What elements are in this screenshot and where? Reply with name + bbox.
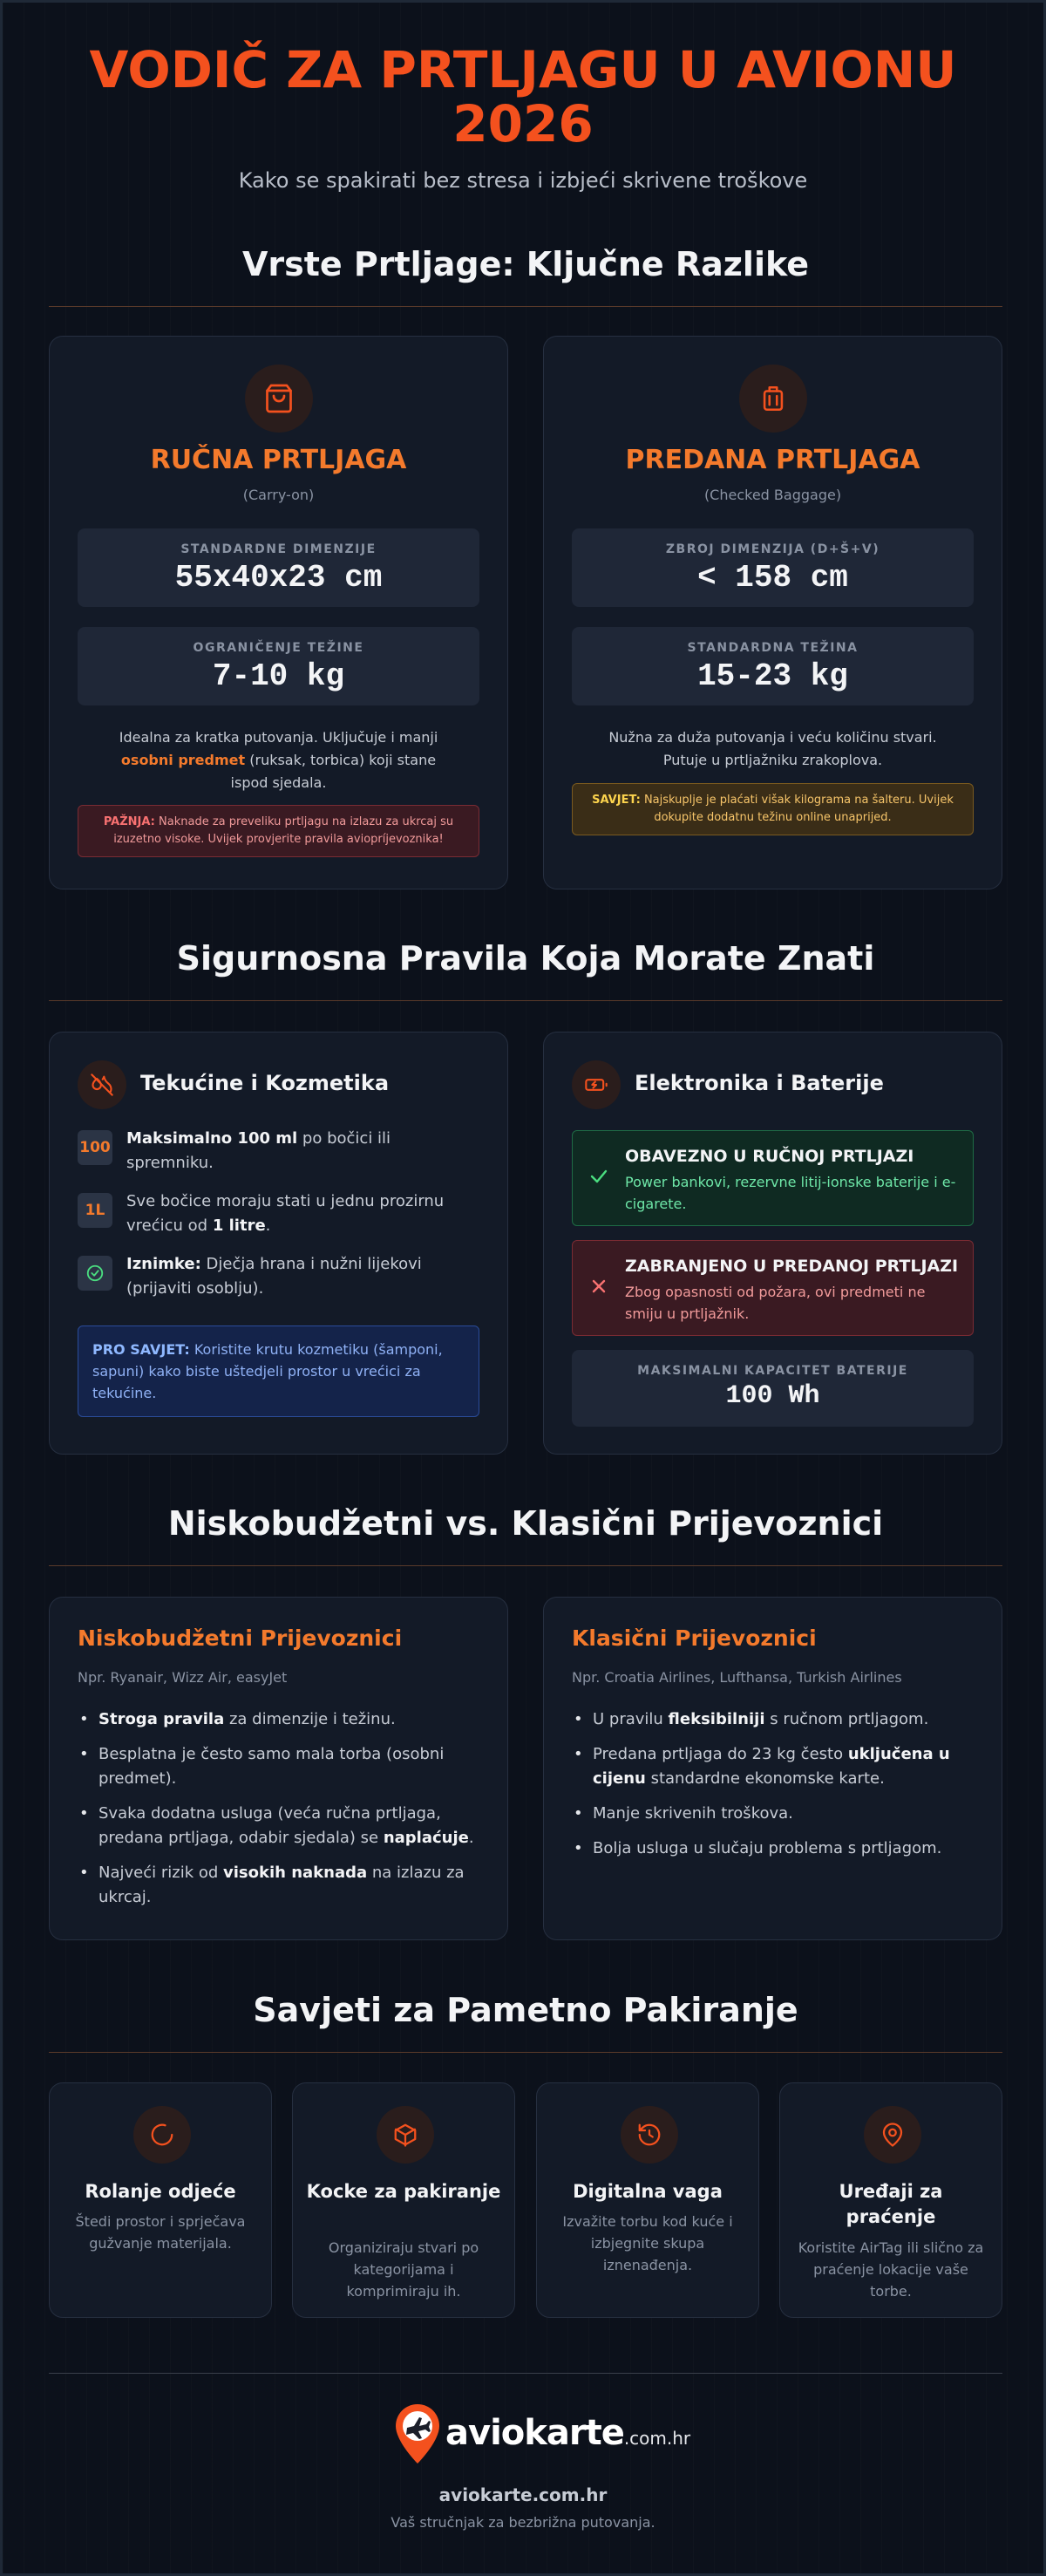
lowcost-title: Niskobudžetni Prijevoznici: [78, 1625, 403, 1651]
tip-text: Najskuplje je plaćati višak kilograma na šalteru. Uvijek dokupite dodatnu težinu online unaprijed.: [640, 794, 954, 824]
pro-tip-box: [78, 1325, 479, 1417]
battery-capacity: [572, 1350, 974, 1427]
rule-badge: 100: [78, 1130, 112, 1165]
spec-value: 7-10 kg: [212, 658, 345, 694]
page-subtitle: Kako se spakirati bez stresa i izbjeći skrivene troškove: [238, 168, 808, 193]
roll-icon: [133, 2106, 191, 2164]
no-liquids-icon: [78, 1060, 126, 1109]
section-types-header: [49, 245, 1002, 307]
tip-desc: Koristite AirTag ili slično za praćenje lokacije vaše torbe.: [798, 2239, 984, 2300]
suitcase-icon: [739, 365, 807, 433]
rule-badge: 1L: [78, 1193, 112, 1228]
tip-card-scale: [536, 2082, 759, 2318]
rule-text: .: [265, 1216, 271, 1235]
item-text: .: [468, 1829, 474, 1847]
tip-title: Digitalna vaga: [573, 2181, 723, 2202]
section-divider: [49, 1565, 1002, 1566]
forbidden-title: ZABRANJENO U PREDANOJ PRTLJAZI: [625, 1257, 959, 1276]
tip-desc: Izvažite torbu kod kuće i izbjegnite skupa iznenađenja.: [562, 2213, 733, 2273]
bold-text: visokih naknada: [223, 1864, 368, 1882]
classic-title: Klasični Prijevoznici: [572, 1625, 817, 1651]
desc-text: (ruksak, torbica) koji stane ispod sjedala.: [230, 752, 437, 791]
allowed-title: OBAVEZNO U RUČNOJ PRTLJAZI: [625, 1147, 914, 1166]
battery-icon: [572, 1060, 621, 1109]
allowed-box: [572, 1130, 974, 1226]
classic-card: [543, 1597, 1002, 1940]
carry-on-weight: [78, 627, 479, 705]
bold-text: fleksibilniji: [668, 1710, 765, 1728]
liquids-rule: [126, 1127, 458, 1176]
cube-icon: [377, 2106, 434, 2164]
logo-text: [445, 2413, 690, 2453]
tip-desc: Organiziraju stvari po kategorijama i komprimiraju ih.: [328, 2239, 479, 2300]
shopping-bag-icon: [245, 365, 313, 433]
list-item: [78, 1861, 479, 1910]
tip-title: Kocke za pakiranje: [306, 2181, 501, 2202]
carry-on-description: [102, 726, 455, 794]
carry-on-dimensions: [78, 528, 479, 607]
item-text: Predana prtljaga do 23 kg često: [593, 1745, 848, 1763]
section-divider: [49, 306, 1002, 307]
desc-text: Idealna za kratka putovanja. Uključuje i manji: [119, 729, 438, 746]
section-divider: [49, 1000, 1002, 1001]
lowcost-list: [78, 1707, 479, 1920]
checked-subtitle: (Checked Baggage): [703, 487, 842, 503]
rule-text: po bočici ili spremniku.: [126, 1129, 391, 1172]
bold-text: Stroga pravila: [98, 1710, 225, 1728]
section-carriers-header: [49, 1504, 1002, 1566]
tip-card-rolling: [49, 2082, 272, 2318]
electronics-card: [543, 1032, 1002, 1455]
carry-on-warning: [78, 805, 479, 857]
bold-text: naplaćuje: [383, 1829, 469, 1847]
section-title: Savjeti za Pametno Pakiranje: [253, 1991, 798, 2029]
footer-logo[interactable]: [393, 2402, 691, 2467]
check-circle-icon: [78, 1256, 112, 1291]
allowed-desc: Power bankovi, rezervne litij-ionske baterije i e-cigarete.: [625, 1174, 956, 1212]
spec-label: OGRANIČENJE TEŽINE: [193, 641, 364, 655]
forbidden-box: [572, 1240, 974, 1336]
list-item: [572, 1707, 974, 1732]
spec-value: 15-23 kg: [697, 658, 848, 694]
warning-text: Naknade za preveliku prtljagu na izlazu za ukrcaj su izuzetno visoke. Uvijek provjerite pravila aviopríjevoznika!: [113, 815, 454, 846]
section-title: Sigurnosna Pravila Koja Morate Znati: [176, 939, 875, 978]
lowcost-card: [49, 1597, 508, 1940]
carry-on-subtitle: (Carry-on): [242, 487, 315, 503]
checked-tip: [572, 783, 974, 835]
tip-card-cubes: [292, 2082, 515, 2318]
item-text: U pravilu: [593, 1710, 669, 1728]
tip-label: SAVJET:: [592, 794, 641, 807]
spec-label: MAKSIMALNI KAPACITET BATERIJE: [637, 1364, 908, 1378]
list-item: [572, 1802, 974, 1826]
logo-main: aviokarte: [445, 2413, 624, 2453]
warning-label: PAŽNJA:: [103, 815, 155, 828]
item-text: Manje skrivenih troškova.: [593, 1804, 793, 1823]
spec-label: ZBROJ DIMENZIJA (D+Š+V): [665, 542, 880, 556]
forbidden-desc: Zbog opasnosti od požara, ovi predmeti ne smiju u prtljažnik.: [625, 1284, 926, 1322]
rule-text: Sve bočice moraju stati u jednu prozirnu vrećicu od: [126, 1192, 445, 1235]
list-item: [78, 1802, 479, 1850]
spec-label: STANDARDNA TEŽINA: [687, 641, 859, 655]
pro-tip-label: PRO SAVJET:: [92, 1341, 190, 1358]
classic-examples: Npr. Croatia Airlines, Lufthansa, Turkish Airlines: [572, 1669, 902, 1686]
carry-on-title: RUČNA PRTLJAGA: [150, 445, 407, 475]
item-text: za dimenzije i težinu.: [224, 1710, 396, 1728]
close-icon: [588, 1276, 609, 1300]
carry-on-card: [49, 336, 508, 889]
classic-list: [572, 1707, 974, 1871]
checked-baggage-card: [543, 336, 1002, 889]
section-safety-header: [49, 939, 1002, 1001]
rule-bold: Iznimke:: [126, 1255, 201, 1273]
section-title: Niskobudžetni vs. Klasični Prijevoznici: [167, 1504, 884, 1543]
list-item: [78, 1707, 479, 1732]
checked-title: PREDANA PRTLJAGA: [625, 445, 920, 475]
list-item: [572, 1837, 974, 1861]
tip-title: Uređaji za praćenje: [839, 2181, 943, 2227]
spec-value: 55x40x23 cm: [174, 560, 383, 596]
tip-title: Rolanje odjeće: [85, 2181, 236, 2202]
rule-text: Dječja hrana i nužni lijekovi (prijaviti osoblju).: [126, 1255, 422, 1298]
rule-bold: Maksimalno 100 ml: [126, 1129, 298, 1148]
location-pin-icon: [864, 2106, 921, 2164]
liquids-title: Tekućine i Kozmetika: [140, 1071, 390, 1095]
item-text: Besplatna je često samo mala torba (osobni predmet).: [98, 1745, 445, 1788]
checked-description: Nužna za duža putovanja i veću količinu stvari. Putuje u prtljažniku zrakoplova.: [608, 729, 937, 768]
section-title: Vrste Prtljage: Ključne Razlike: [241, 245, 809, 283]
bold-text: uključena u cijenu: [593, 1745, 950, 1788]
section-divider: [49, 2052, 1002, 2053]
pro-tip-text: Koristite krutu kozmetiku (šamponi, sapuni) kako biste uštedjeli prostor u vrećici za tekućine.: [92, 1341, 443, 1401]
tip-desc: Štedi prostor i sprječava gužvanje materijala.: [75, 2213, 246, 2252]
electronics-title: Elektronika i Baterije: [635, 1071, 884, 1095]
list-item: [572, 1742, 974, 1791]
desc-highlight: osobni predmet: [120, 752, 246, 768]
rule-bold: 1 litre: [212, 1216, 266, 1235]
item-text: Najveći rizik od: [98, 1864, 223, 1882]
liquids-rule: [126, 1252, 458, 1301]
spec-value: < 158 cm: [697, 560, 848, 596]
footer-site[interactable]: aviokarte.com.hr: [438, 2484, 608, 2505]
liquids-rule: [126, 1189, 458, 1238]
spec-value: 100 Wh: [725, 1381, 820, 1411]
checked-weight: [572, 627, 974, 705]
item-text: s ručnom prtljagom.: [764, 1710, 929, 1728]
spec-label: STANDARDNE DIMENZIJE: [180, 542, 377, 556]
lowcost-examples: Npr. Ryanair, Wizz Air, easyJet: [78, 1669, 288, 1686]
checked-dimensions: [572, 528, 974, 607]
tip-card-tracking: [779, 2082, 1002, 2318]
check-icon: [588, 1166, 609, 1190]
item-text: standardne ekonomske karte.: [645, 1769, 885, 1788]
page-title: VODIČ ZA PRTLJAGU U AVIONU 2026: [89, 40, 957, 153]
section-tips-header: [49, 1991, 1002, 2053]
item-text: na izlazu za ukrcaj.: [98, 1864, 465, 1906]
logo-suffix: .com.hr: [623, 2428, 691, 2449]
liquids-card: [49, 1032, 508, 1455]
item-text: Bolja usluga u slučaju problema s prtljagom.: [593, 1839, 942, 1857]
item-text: Svaka dodatna usluga (veća ručna prtljaga, predana prtljaga, odabir sjedala) se: [98, 1804, 441, 1847]
scale-icon: [621, 2106, 678, 2164]
header: [46, 3, 1000, 193]
footer-tagline: Vaš stručnjak za bezbrižna putovanja.: [391, 2514, 655, 2531]
plane-pin-icon: [393, 2402, 442, 2469]
list-item: [78, 1742, 479, 1791]
footer-divider: [49, 2373, 1002, 2374]
